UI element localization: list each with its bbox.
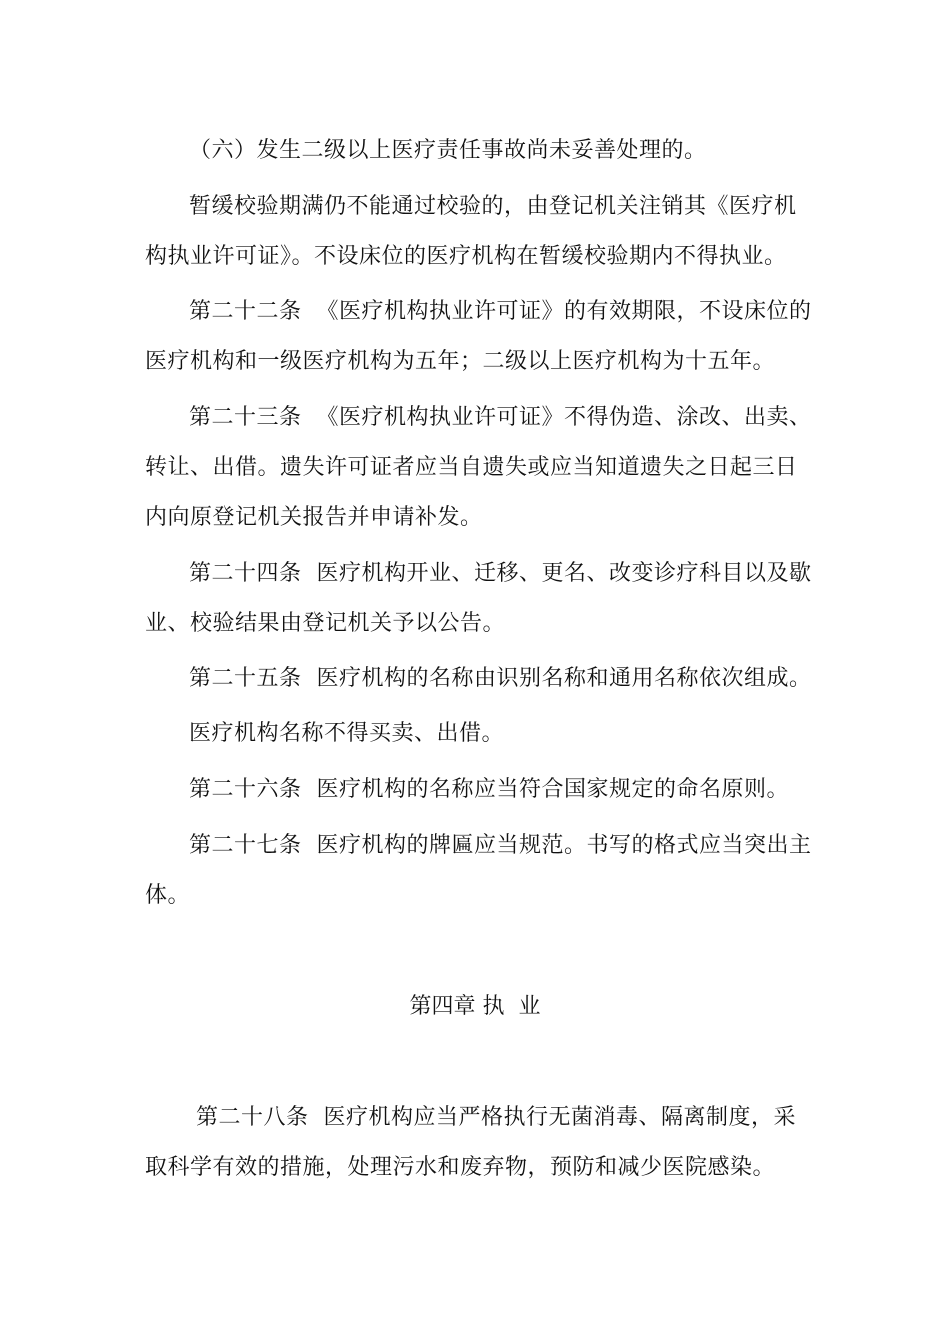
chapter-heading: 第四章 执 业 — [409, 994, 541, 1019]
paragraph-line: 转让、出借。遗失许可证者应当自遗失或应当知道遗失之日起三日 — [145, 455, 798, 480]
paragraph-line: 第二十六条 医疗机构的名称应当符合国家规定的命名原则。 — [189, 777, 789, 802]
paragraph-line: 构执业许可证》。不设床位的医疗机构在暂缓校验期内不得执业。 — [145, 244, 787, 269]
paragraph-line: 第二十五条 医疗机构的名称由识别名称和通用名称依次组成。 — [189, 666, 812, 691]
paragraph-line: （六）发生二级以上医疗责任事故尚未妥善处理的。 — [189, 138, 707, 163]
paragraph-line: 第二十三条 《医疗机构执业许可证》不得伪造、涂改、出卖、 — [189, 405, 812, 430]
paragraph-line: 第二十八条 医疗机构应当严格执行无菌消毒、隔离制度，采 — [196, 1105, 796, 1130]
paragraph-line: 第二十二条 《医疗机构执业许可证》的有效期限，不设床位的 — [189, 299, 812, 324]
paragraph-line: 第二十四条 医疗机构开业、迁移、更名、改变诊疗科目以及歇 — [189, 561, 812, 586]
paragraph-line: 取科学有效的措施，处理污水和废弃物，预防和减少医院感染。 — [145, 1155, 776, 1180]
paragraph-line: 业、校验结果由登记机关予以公告。 — [145, 611, 506, 636]
paragraph-line: 内向原登记机关报告并申请补发。 — [145, 505, 483, 530]
paragraph-line: 暂缓校验期满仍不能通过校验的，由登记机关注销其《医疗机 — [189, 194, 797, 219]
paragraph-line: 第二十七条 医疗机构的牌匾应当规范。书写的格式应当突出主 — [189, 833, 812, 858]
paragraph-line: 医疗机构和一级医疗机构为五年；二级以上医疗机构为十五年。 — [145, 349, 776, 374]
paragraph-line: 医疗机构名称不得买卖、出借。 — [189, 721, 505, 746]
paragraph-line: 体。 — [145, 883, 191, 908]
